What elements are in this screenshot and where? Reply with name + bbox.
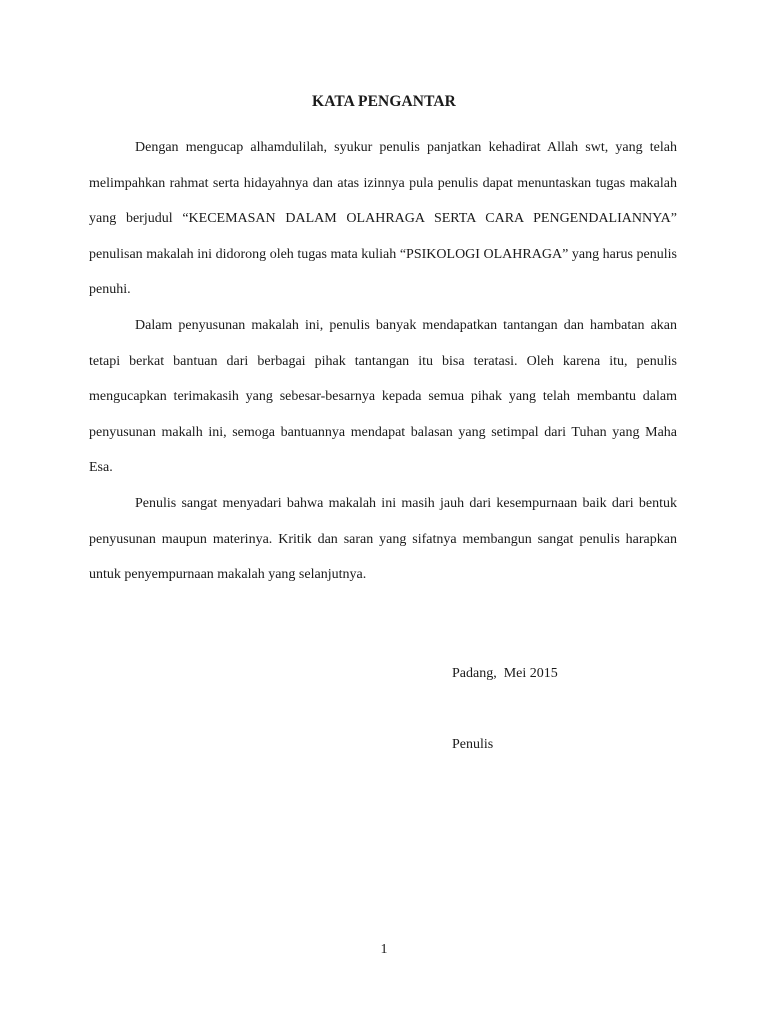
page-title: KATA PENGANTAR: [312, 93, 456, 110]
paragraph-2: Dalam penyusunan makalah ini, penulis banyak mendapatkan tantangan dan hambatan akan tetapi berkat bantuan dari berbagai pihak tantangan itu bisa teratasi. Oleh karena itu, penulis mengucapkan terimakasih yang sebesar-besarnya kepada semua pihak yang telah membantu dalam penyusunan makalh ini, semoga bantuannya mendapat balasan yang setimpal dari Tuhan yang Maha Esa.: [89, 317, 677, 476]
paragraph-3: Penulis sangat menyadari bahwa makalah ini masih jauh dari kesempurnaan baik dari bentuk penyusunan maupun materinya. Kritik dan saran yang sifatnya membangun sangat penulis harapkan untuk penyempurnaan makalah yang selanjutnya.: [89, 495, 677, 583]
place-date: Padang, Mei 2015: [452, 666, 558, 681]
paragraph-1: Dengan mengucap alhamdulilah, syukur penulis panjatkan kehadirat Allah swt, yang telah melimpahkan rahmat serta hidayahnya dan atas izinnya pula penulis dapat menuntaskan tugas makalah yang berjudul “KECEMASAN DALAM OLAHRAGA SERTA CARA PENGENDALIANNYA” penulisan makalah ini didorong oleh tugas mata kuliah “PSIKOLOGI OLAHRAGA” yang harus penulis penuhi.: [89, 140, 677, 298]
body-text: [89, 130, 677, 593]
author-signature: Penulis: [452, 737, 494, 752]
page-number: 1: [380, 942, 388, 957]
